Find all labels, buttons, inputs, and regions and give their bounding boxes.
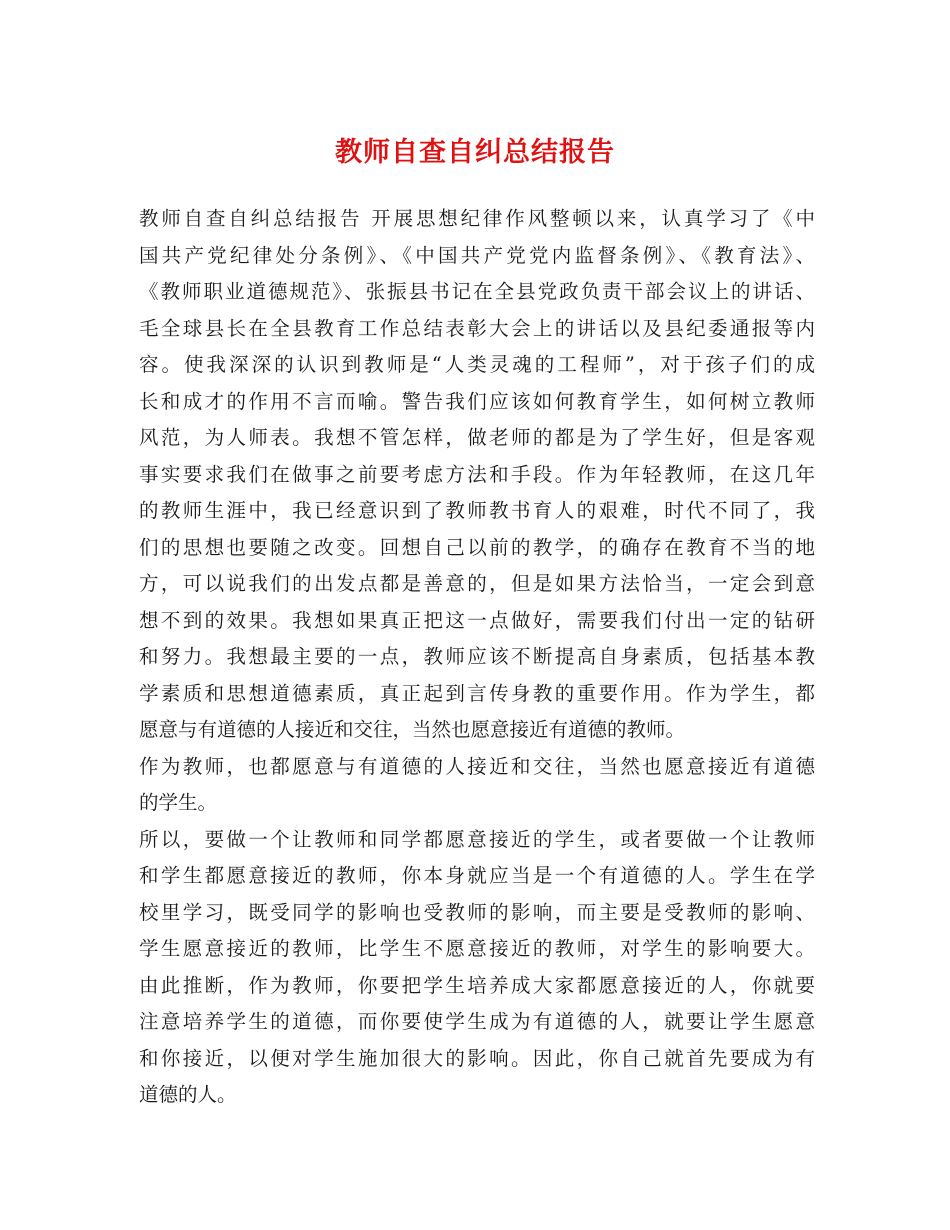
body-text-line: 毛全球县长在全县教育工作总结表彰大会上的讲话以及县纪委通报等内 — [139, 316, 815, 340]
document-title: 教师自查自纠总结报告 — [335, 137, 615, 168]
body-text-line: 风范，为人师表。我想不管怎样，做老师的都是为了学生好，但是客观 — [139, 426, 815, 449]
body-text-line: 和学生都愿意接近的教师，你本身就应当是一个有道德的人。学生在学 — [139, 864, 815, 887]
body-text-line: 容。使我深深的认识到教师是“人类灵魂的工程师”，对于孩子们的成 — [139, 353, 815, 376]
body-text-line: 愿意与有道德的人接近和交往，当然也愿意接近有道德的教师。 — [139, 718, 686, 741]
body-text-line: 《教师职业道德规范》、张振县书记在全县党政负责干部会议上的讲话、 — [139, 280, 815, 303]
body-text-line: 想不到的效果。我想如果真正把这一点做好，需要我们付出一定的钻研 — [139, 608, 815, 632]
body-text-line: 事实要求我们在做事之前要考虑方法和手段。作为年轻教师，在这几年 — [139, 462, 815, 486]
body-text-line: 方，可以说我们的出发点都是善意的，但是如果方法恰当，一定会到意 — [139, 572, 815, 595]
body-text-line: 们的思想也要随之改变。回想自己以前的教学，的确存在教育不当的地 — [139, 535, 815, 559]
body-text-line: 注意培养学生的道德，而你要使学生成为有道德的人，就要让学生愿意 — [139, 1010, 815, 1033]
body-text-line: 校里学习，既受同学的影响也受教师的影响，而主要是受教师的影响、 — [139, 900, 815, 924]
body-text-line: 作为教师，也都愿意与有道德的人接近和交往，当然也愿意接近有道德 — [139, 754, 815, 778]
body-text-line: 的教师生涯中，我已经意识到了教师教书育人的艰难，时代不同了，我 — [139, 499, 815, 522]
body-text-line: 国共产党纪律处分条例》、《中国共产党党内监督条例》、《教育法》、 — [139, 243, 815, 267]
body-text-line: 和努力。我想最主要的一点，教师应该不断提高自身素质，包括基本教 — [139, 645, 815, 668]
body-text-line: 由此推断，作为教师，你要把学生培养成大家都愿意接近的人，你就要 — [139, 973, 815, 997]
document-body — [139, 201, 815, 1114]
body-text-line: 和你接近，以便对学生施加很大的影响。因此，你自己就首先要成为有 — [139, 1046, 815, 1070]
body-text-line: 学素质和思想道德素质，真正起到言传身教的重要作用。作为学生，都 — [139, 681, 815, 705]
body-text-line: 道德的人。 — [139, 1083, 237, 1106]
body-text-line: 学生愿意接近的教师，比学生不愿意接近的教师，对学生的影响要大。 — [139, 937, 815, 960]
body-text-line: 教师自查自纠总结报告 开展思想纪律作风整顿以来，认真学习了《中 — [139, 207, 815, 230]
body-text-line: 所以，要做一个让教师和同学都愿意接近的学生，或者要做一个让教师 — [139, 827, 815, 851]
body-text-line: 的学生。 — [139, 791, 218, 814]
body-text-line: 长和成才的作用不言而喻。警告我们应该如何教育学生，如何树立教师 — [139, 389, 815, 413]
